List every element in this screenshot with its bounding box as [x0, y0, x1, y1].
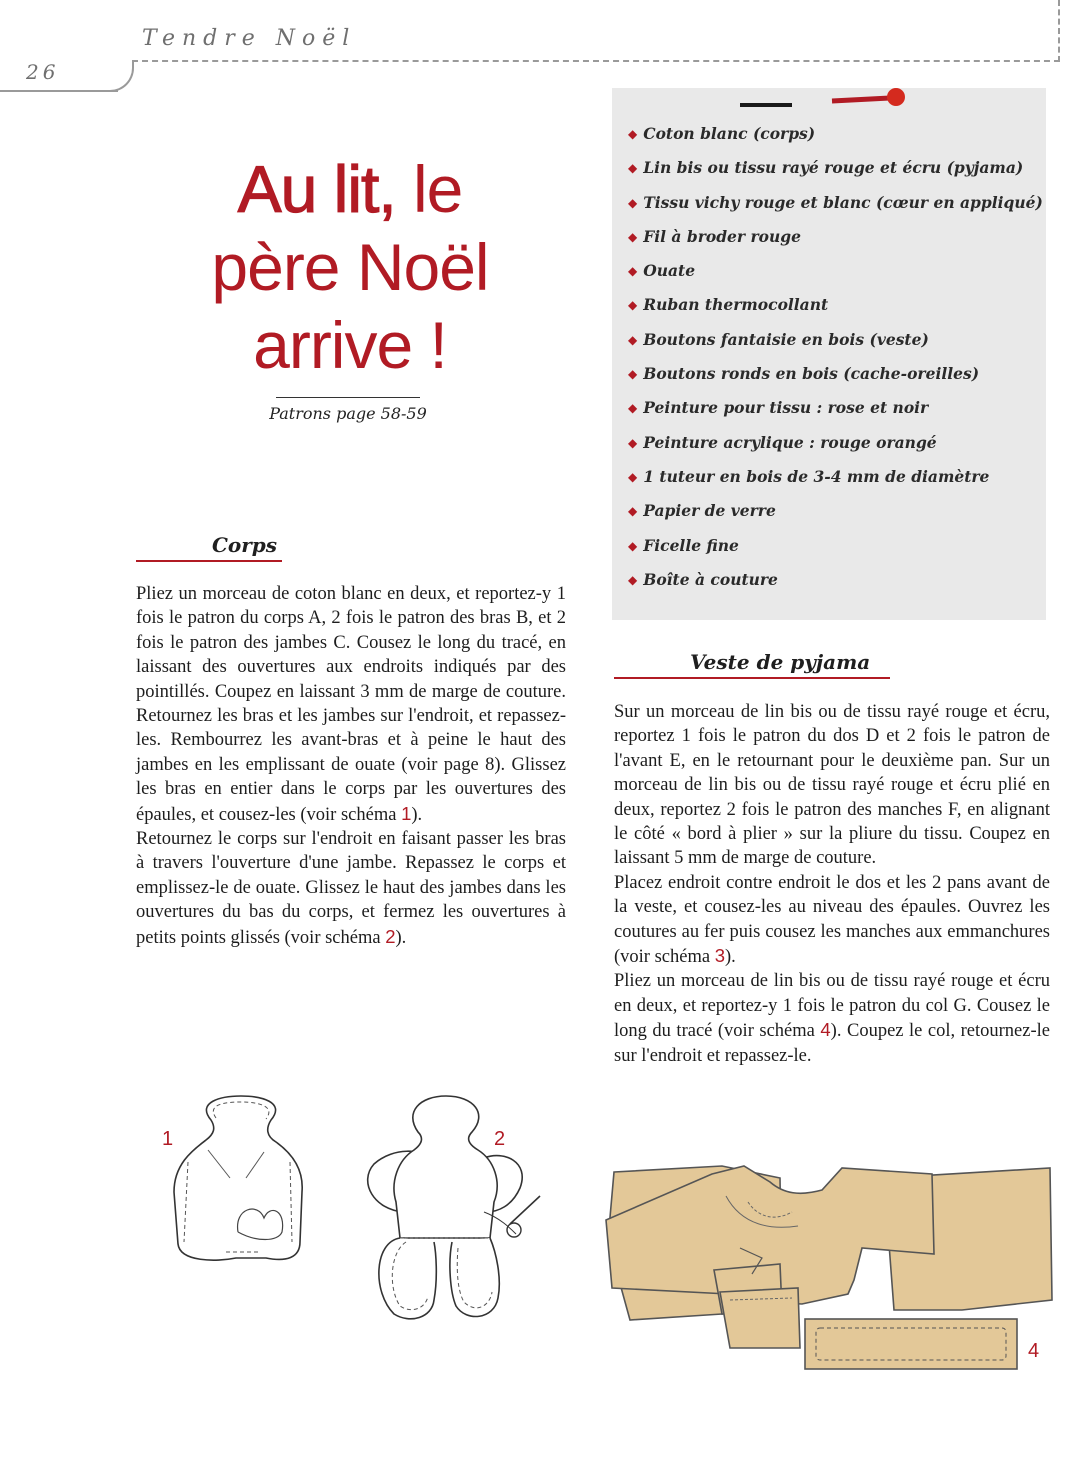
bullet-icon: ◆ — [628, 435, 638, 450]
title-rule — [276, 397, 420, 398]
veste-paragraph-2 — [614, 871, 1050, 970]
material-item — [628, 364, 1043, 398]
bullet-icon: ◆ — [628, 264, 638, 279]
material-label: Ficelle fine — [643, 535, 739, 555]
bullet-icon: ◆ — [628, 332, 638, 347]
corps-p1-text: Pliez un morceau de coton blanc en deux, et reportez-y 1 fois le patron du corps A, 2 fois le patron des bras B, et 2 fois le patron des jambes C. Cousez le long du tracé, en laissant des ouvertures aux endroits indiqués par des pointillés. Coupez en laissant 3 mm de marge de couture. Retournez les bras et les jambes sur l'endroit, et repassez-les. Rembourrez les avant-bras et à peine le haut des jambes en les emplissant de ouate (voir page 8). Glissez les bras en entier dans le corps par les ouvertures des épaules, et cousez-les (voir schéma — [136, 584, 566, 825]
material-item — [628, 467, 1043, 501]
figure-1-body-drawing — [166, 1092, 316, 1272]
corps-paragraph-1 — [136, 582, 566, 827]
veste-paragraph-3 — [614, 969, 1050, 1068]
material-item — [628, 261, 1043, 295]
material-label: 1 tuteur en bois de 3-4 mm de diamètre — [643, 466, 990, 486]
veste-text — [614, 700, 1050, 1068]
bullet-icon: ◆ — [628, 195, 638, 210]
section-heading-veste: Veste de pyjama — [690, 650, 871, 674]
material-item — [628, 570, 1043, 604]
material-item — [628, 536, 1043, 570]
material-label: Boutons fantaisie en bois (veste) — [643, 329, 929, 349]
header-edge-rule — [1058, 0, 1060, 62]
corps-p2-end: ). — [395, 927, 407, 948]
material-label: Tissu vichy rouge et blanc (cœur en appliqué) — [643, 192, 1043, 212]
page-number: 26 — [26, 60, 60, 84]
page-number-curve — [108, 62, 134, 92]
figure-4-collar-drawing — [804, 1318, 1018, 1370]
corps-paragraph-2 — [136, 827, 566, 950]
running-header: Tendre Noël — [142, 26, 357, 51]
material-label: Peinture pour tissu : rose et noir — [643, 398, 929, 418]
schema-ref-1: 1 — [401, 802, 412, 824]
section-rule-veste — [614, 677, 890, 679]
material-label: Coton blanc (corps) — [643, 124, 816, 143]
material-label: Peinture acrylique : rouge orangé — [643, 432, 937, 452]
veste-p2-text: Placez endroit contre endroit le dos et les 2 pans avant de la veste, et cousez-les au niveau des épaules. Ouvrez les coutures au fer puis cousez les manches aux emmanchures (voir schéma — [614, 872, 1050, 968]
schema-ref-3: 3 — [714, 945, 725, 967]
material-item — [628, 193, 1043, 227]
material-item — [628, 330, 1043, 364]
bullet-icon: ◆ — [628, 572, 638, 587]
material-label: Ruban thermocollant — [643, 295, 829, 315]
section-rule-corps — [136, 560, 282, 562]
title-line3: arrive ! — [253, 308, 447, 382]
title-line2: père Noël — [211, 230, 489, 304]
veste-paragraph-1: Sur un morceau de lin bis ou de tissu rayé rouge et écru, reportez 1 fois le patron du dos D et 2 fois le patron de l'avant E, en le retournant pour le deuxième pan. Sur un morceau de lin bis ou de tissu rayé rouge et écru plié en deux, reportez 2 fois le patron des manches F, en alignant le côté « bord à plier » sur la pliure du tissu. Coupez en laissant 5 mm de marge de couture. — [614, 702, 1050, 869]
page-title — [150, 150, 550, 384]
material-label: Lin bis ou tissu rayé rouge et écru (pyjama) — [643, 158, 1024, 178]
material-label: Fil à broder rouge — [643, 226, 801, 246]
material-label: Ouate — [643, 261, 696, 281]
patterns-reference: Patrons page 58-59 — [269, 404, 427, 423]
veste-p2-end: ). — [724, 947, 736, 968]
veste-p3-text: Pliez un morceau de lin bis ou de tissu rayé rouge et écru en deux, et reportez-y 1 fois le patron du col G. Cousez le long du tracé (voir schéma — [614, 971, 1050, 1042]
title-line1-light: le — [395, 152, 463, 226]
material-item — [628, 398, 1043, 432]
material-label: Boutons ronds en bois (cache-oreilles) — [643, 364, 980, 384]
figure-number-1: 1 — [162, 1128, 174, 1150]
material-item — [628, 158, 1043, 192]
schema-ref-2: 2 — [385, 925, 396, 947]
material-item — [628, 433, 1043, 467]
bullet-icon: ◆ — [628, 538, 638, 553]
title-line1-bold: Au lit, — [237, 152, 396, 226]
material-item — [628, 295, 1043, 329]
bullet-icon: ◆ — [628, 127, 638, 141]
schema-ref-4: 4 — [820, 1019, 831, 1041]
header-rule — [132, 60, 1060, 62]
corps-p2-text: Retournez le corps sur l'endroit en faisant passer les bras à travers l'ouverture d'une jambe. Repassez le corps et emplissez-le de ouate. Glissez le haut des jambes dans les ouvertures du bas du corps, et fermez les ouvertures à petits points glissés (voir schéma — [136, 829, 566, 948]
veste-p3-end: ). Coupez le col, retournez-le sur l'endroit et repassez-le. — [614, 1021, 1050, 1066]
material-item — [628, 227, 1043, 261]
corps-p1-end: ). — [411, 804, 423, 825]
bullet-icon: ◆ — [628, 229, 638, 244]
figure-2-body-drawing — [334, 1092, 548, 1324]
bullet-icon: ◆ — [628, 161, 638, 176]
bullet-icon: ◆ — [628, 367, 638, 382]
materials-list — [628, 124, 1043, 604]
material-item — [628, 501, 1043, 535]
bullet-icon: ◆ — [628, 298, 638, 313]
figure-number-2: 2 — [494, 1128, 506, 1150]
material-item — [628, 124, 1043, 158]
material-label: Papier de verre — [643, 501, 776, 521]
bullet-icon: ◆ — [628, 469, 638, 484]
material-label: Boîte à couture — [643, 569, 778, 589]
needle-icon — [740, 88, 910, 112]
page-number-rule — [0, 90, 118, 92]
bullet-icon: ◆ — [628, 401, 638, 416]
figure-number-4: 4 — [1028, 1340, 1040, 1362]
corps-text — [136, 582, 566, 950]
bullet-icon: ◆ — [628, 504, 638, 519]
section-heading-corps: Corps — [212, 533, 278, 557]
